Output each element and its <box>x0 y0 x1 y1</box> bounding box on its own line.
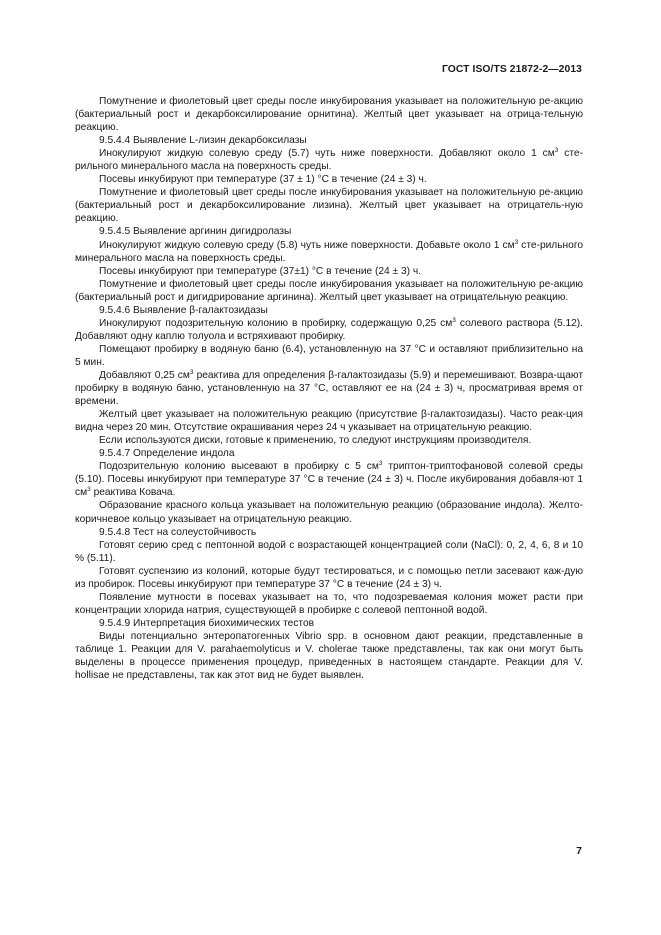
paragraph-text: Помутнение и фиолетовый цвет среды после инкубирования указывает на положительную ре-акцию (бактериальный рост и дигидрирование аргинина). Желтый цвет указывает на отрицательную реакцию. <box>75 278 583 303</box>
section-heading <box>75 617 583 630</box>
paragraph-text: 9.5.4.4 Выявление L-лизин декарбоксилазы <box>99 135 307 147</box>
section-heading <box>75 526 583 539</box>
paragraph-text: Виды потенциально энтеропатогенных Vibrio spp. в основном дают реакции, представленные в таблице 1. Реакции для V. parahaemolyticus и V. cholerae также представлены, так как они могут быть выделены в процессе применения процедур, приведенных в настоящем стандарте. Реакции для V. hollisae не представлены, так как этот вид не будет выявлен. <box>75 630 583 682</box>
superscript-unit: 3 <box>378 460 383 468</box>
body-paragraph <box>75 173 583 186</box>
superscript-unit: 3 <box>514 238 519 246</box>
body-paragraph <box>75 565 583 591</box>
paragraph-text: Помещают пробирку в водяную баню (6.4), установленную на 37 °С и оставляют приблизительно на 5 мин. <box>75 343 583 368</box>
standard-code-header: ГОСТ ISO/TS 21872-2—2013 <box>441 64 582 75</box>
paragraph-text: триптон-триптофановой солевой среды (5.10). Посевы инкубируют при температуре 37 °С в течение (24 ± 3) ч. После икубирования добавля-ют 1 см <box>75 461 583 499</box>
body-paragraph <box>75 460 583 499</box>
paragraph-text: сте-рильного минерального масла на поверхность среды. <box>75 148 583 173</box>
paragraph-text: Появление мутности в посевах указывает на то, что подозреваемая колония может расти при концентрации хлорида натрия, существующей в пробирке с солевой пептонной водой. <box>75 591 583 616</box>
section-heading <box>75 304 583 317</box>
paragraph-text: Желтый цвет указывает на положительную реакцию (присутствие β-галактозидазы). Часто реак-ция видна через 20 мин. Отсутствие окрашивания через 24 ч указывает на отрицательную реакцию. <box>75 409 583 434</box>
paragraph-text: 9.5.4.7 Определение индола <box>99 448 235 460</box>
paragraph-text: 9.5.4.5 Выявление аргинин дигидролазы <box>99 226 292 238</box>
body-paragraph <box>75 434 583 447</box>
body-paragraph <box>75 278 583 304</box>
superscript-unit: 3 <box>452 316 456 324</box>
body-paragraph <box>75 95 583 134</box>
paragraph-text: Посевы инкубируют при температуре (37±1) °С в течение (24 ± 3) ч. <box>99 265 422 277</box>
body-paragraph <box>75 630 583 682</box>
body-paragraph <box>75 591 583 617</box>
body-paragraph <box>75 186 583 225</box>
paragraph-text: Подозрительную колонию высевают в пробирку с 5 см <box>99 461 379 473</box>
paragraph-text: 9.5.4.9 Интерпретация биохимических тестов <box>99 617 315 629</box>
section-heading <box>75 447 583 460</box>
page-number: 7 <box>576 845 582 857</box>
section-heading <box>75 225 583 238</box>
body-paragraph <box>75 317 583 343</box>
body-paragraph <box>75 539 583 565</box>
body-paragraph <box>75 239 583 265</box>
superscript-unit: 3 <box>554 147 559 155</box>
paragraph-text: Готовят серию сред с пептонной водой с возрастающей концентрацией соли (NaCl): 0, 2, 4, 6, 8 и 10 % (5.11). <box>75 539 583 564</box>
paragraph-text: Готовят суспензию из колоний, которые будут тестироваться, и с помощью петли засевают каж-дую из пробирок. Посевы инкубируют при температуре 37 °С в течение (24 ± 3) ч. <box>75 565 583 590</box>
paragraph-text: Добавляют 0,25 см <box>99 369 190 381</box>
paragraph-text: сте-рильного минерального масла на поверхность среды. <box>75 239 584 264</box>
paragraph-text: 9.5.4.8 Тест на солеустойчивость <box>99 526 257 538</box>
superscript-unit: 3 <box>87 486 91 494</box>
body-paragraph <box>75 499 583 525</box>
paragraph-text: Если используются диски, готовые к применению, то следуют инструкциям производителя. <box>99 435 532 447</box>
paragraph-text: солевого раствора (5.12). Добавляют одну каплю толуола и встряхивают пробирку. <box>75 317 584 342</box>
paragraph-text: Инокулируют жидкую солевую среду (5.8) чуть ниже поверхности. Добавьте около 1 см <box>99 239 515 251</box>
body-paragraph <box>75 408 583 434</box>
paragraph-text: Помутнение и фиолетовый цвет среды после инкубирования указывает на положительную ре-акцию (бактериальный рост и декарбоксилирование орнитина). Желтый цвет указывает на отрица-тельную реакцию. <box>75 96 583 134</box>
body-paragraph <box>75 369 583 408</box>
document-body <box>75 95 583 682</box>
paragraph-text: 9.5.4.6 Выявление β-галактозидазы <box>99 304 268 316</box>
superscript-unit: 3 <box>189 368 194 376</box>
body-paragraph <box>75 147 583 173</box>
paragraph-text: Помутнение и фиолетовый цвет среды после инкубирования указывает на положительную ре-акцию (бактериальный рост и декарбоксилирование лизина). Желтый цвет указывает на отрицатель-ную реакцию. <box>75 187 583 225</box>
body-paragraph <box>75 265 583 278</box>
paragraph-text: Инокулируют подозрительную колонию в пробирку, содержащую 0,25 см <box>99 317 453 329</box>
paragraph-text: реактива Ковача. <box>90 487 176 499</box>
section-heading <box>75 134 583 147</box>
body-paragraph <box>75 343 583 369</box>
paragraph-text: Образование красного кольца указывает на положительную реакцию (образование индола). Желто-коричневое кольцо указывает на отрицательную реакцию. <box>75 500 583 525</box>
paragraph-text: Инокулируют жидкую солевую среду (5.7) чуть ниже поверхности. Добавляют около 1 см <box>99 148 555 160</box>
paragraph-text: реактива для определения β-галактозидазы (5.9) и перемешивают. Возвра-щают пробирку в водяную баню, установленную на 37 °С, оставляют ее на (24 ± 3) ч, просматривая время от времени. <box>75 369 583 408</box>
paragraph-text: Посевы инкубируют при температуре (37 ± 1) °С в течение (24 ± 3) ч. <box>99 174 427 186</box>
